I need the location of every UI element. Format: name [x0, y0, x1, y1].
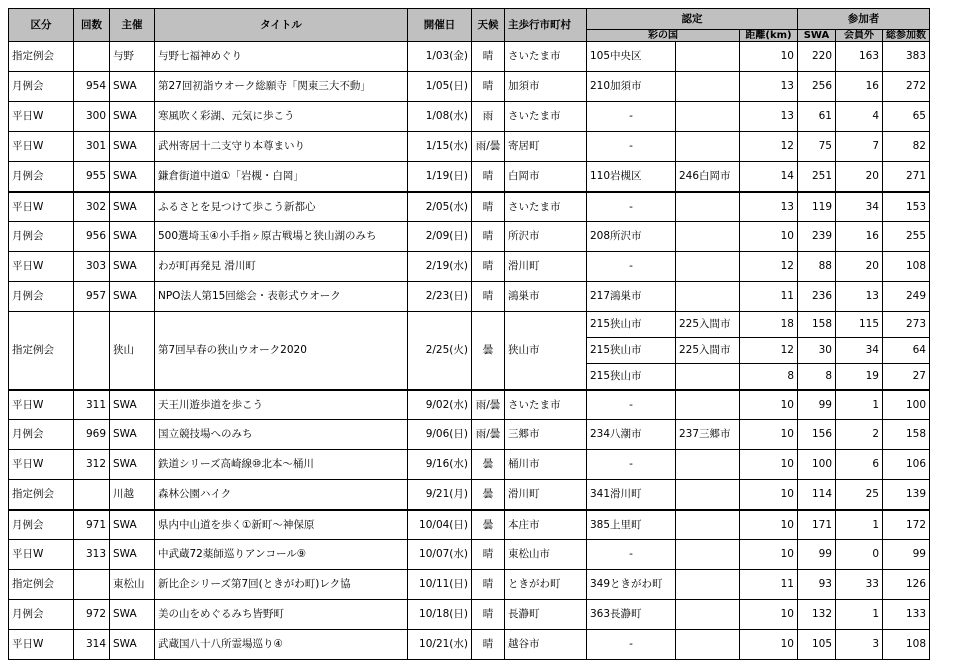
- cell-kaisu: 969: [74, 420, 110, 450]
- cell-shusai: SWA: [110, 600, 155, 630]
- cell-date: 10/21(水): [408, 630, 472, 660]
- cell-distance: 14: [740, 162, 798, 192]
- cell-swa: 156: [798, 420, 836, 450]
- cell-kubun: 平日W: [9, 390, 74, 420]
- cell-kaiingai: 34: [836, 338, 883, 364]
- table-row: [9, 102, 930, 132]
- cell-cert1: 234八潮市: [587, 420, 676, 450]
- cell-cert2: [676, 600, 740, 630]
- cell-title: 新比企シリーズ第7回(ときがわ町)レク協: [155, 570, 408, 600]
- cell-title: 寒風吹く彩湖、元気に歩こう: [155, 102, 408, 132]
- cell-cert1: -: [587, 252, 676, 282]
- cell-cert2: [676, 252, 740, 282]
- cell-city: 寄居町: [505, 132, 587, 162]
- cell-cert1: 385上里町: [587, 510, 676, 540]
- cell-date: 1/15(水): [408, 132, 472, 162]
- cell-date: 10/11(日): [408, 570, 472, 600]
- cell-title: 美の山をめぐるみち皆野町: [155, 600, 408, 630]
- cell-weather: 晴: [472, 630, 505, 660]
- cell-cert1: 105中央区: [587, 42, 676, 72]
- cell-distance: 12: [740, 132, 798, 162]
- table-row: [9, 390, 930, 420]
- cell-date: 2/25(火): [408, 312, 472, 390]
- cell-distance: 10: [740, 390, 798, 420]
- cell-cert2: [676, 450, 740, 480]
- cell-kaiingai: 16: [836, 72, 883, 102]
- cell-total: 272: [883, 72, 930, 102]
- cell-distance: 8: [740, 364, 798, 390]
- cell-kaisu: 311: [74, 390, 110, 420]
- cell-swa: 239: [798, 222, 836, 252]
- cell-shusai: SWA: [110, 102, 155, 132]
- cell-weather: 曇: [472, 480, 505, 510]
- cell-kaisu: 956: [74, 222, 110, 252]
- cell-city: 狭山市: [505, 312, 587, 390]
- table-body: [9, 42, 930, 660]
- cell-date: 2/23(日): [408, 282, 472, 312]
- cell-city: 滑川町: [505, 480, 587, 510]
- cell-weather: 晴: [472, 570, 505, 600]
- cell-kaiingai: 4: [836, 102, 883, 132]
- cell-total: 27: [883, 364, 930, 390]
- cell-shusai: SWA: [110, 222, 155, 252]
- cell-kaiingai: 19: [836, 364, 883, 390]
- cell-cert2: 237三郷市: [676, 420, 740, 450]
- cell-swa: 105: [798, 630, 836, 660]
- cell-cert2: [676, 132, 740, 162]
- cell-cert1: -: [587, 102, 676, 132]
- cell-shusai: SWA: [110, 252, 155, 282]
- cell-kaisu: [74, 480, 110, 510]
- table-row: [9, 72, 930, 102]
- cell-swa: 100: [798, 450, 836, 480]
- cell-swa: 236: [798, 282, 836, 312]
- table-row: [9, 510, 930, 540]
- cell-total: 100: [883, 390, 930, 420]
- cell-title: 中武蔵72薬師巡りアンコール⑨: [155, 540, 408, 570]
- cell-shusai: 川越: [110, 480, 155, 510]
- cell-kaisu: [74, 312, 110, 390]
- cell-kubun: 平日W: [9, 192, 74, 222]
- cell-total: 383: [883, 42, 930, 72]
- cell-cert2: [676, 510, 740, 540]
- cell-swa: 114: [798, 480, 836, 510]
- cell-kubun: 月例会: [9, 282, 74, 312]
- cell-kaiingai: 6: [836, 450, 883, 480]
- cell-cert1: 349ときがわ町: [587, 570, 676, 600]
- cell-weather: 晴: [472, 42, 505, 72]
- cell-cert1: 210加須市: [587, 72, 676, 102]
- cell-title: 第7回早春の狭山ウオーク2020: [155, 312, 408, 390]
- cell-kaiingai: 13: [836, 282, 883, 312]
- cell-kubun: 月例会: [9, 222, 74, 252]
- cell-cert1: -: [587, 132, 676, 162]
- cell-kaiingai: 20: [836, 252, 883, 282]
- cell-title: 県内中山道を歩く①新町～神保原: [155, 510, 408, 540]
- cell-city: 桶川市: [505, 450, 587, 480]
- cell-shusai: 与野: [110, 42, 155, 72]
- cell-shusai: SWA: [110, 540, 155, 570]
- cell-date: 2/19(水): [408, 252, 472, 282]
- cell-title: NPO法人第15回総会・表彰式ウオーク: [155, 282, 408, 312]
- cell-distance: 10: [740, 222, 798, 252]
- header-date: 開催日: [408, 9, 472, 42]
- cell-kaiingai: 0: [836, 540, 883, 570]
- cell-date: 10/04(日): [408, 510, 472, 540]
- cell-kubun: 指定例会: [9, 312, 74, 390]
- cell-total: 158: [883, 420, 930, 450]
- cell-title: 森林公園ハイク: [155, 480, 408, 510]
- cell-date: 2/05(水): [408, 192, 472, 222]
- cell-total: 133: [883, 600, 930, 630]
- cell-kaisu: 313: [74, 540, 110, 570]
- header-title: タイトル: [155, 9, 408, 42]
- cell-kubun: 月例会: [9, 72, 74, 102]
- cell-total: 139: [883, 480, 930, 510]
- cell-swa: 75: [798, 132, 836, 162]
- cell-shusai: 東松山: [110, 570, 155, 600]
- cell-title: 鉄道シリーズ高崎線⑩北本～桶川: [155, 450, 408, 480]
- cell-kubun: 平日W: [9, 630, 74, 660]
- cell-title: わが町再発見 滑川町: [155, 252, 408, 282]
- cell-swa: 119: [798, 192, 836, 222]
- cell-total: 249: [883, 282, 930, 312]
- table-row: [9, 162, 930, 192]
- cell-shusai: SWA: [110, 132, 155, 162]
- header-shusai: 主催: [110, 9, 155, 42]
- cell-weather: 雨/曇: [472, 132, 505, 162]
- cell-cert2: [676, 630, 740, 660]
- table-row: [9, 450, 930, 480]
- table-row: [9, 132, 930, 162]
- cell-cert1: 208所沢市: [587, 222, 676, 252]
- cell-date: 10/18(日): [408, 600, 472, 630]
- table-row: [9, 570, 930, 600]
- cell-kubun: 平日W: [9, 252, 74, 282]
- cell-kubun: 平日W: [9, 132, 74, 162]
- header-weather: 天候: [472, 9, 505, 42]
- cell-weather: 晴: [472, 72, 505, 102]
- cell-distance: 11: [740, 570, 798, 600]
- cell-distance: 13: [740, 102, 798, 132]
- cell-title: ふるさとを見つけて歩こう新都心: [155, 192, 408, 222]
- cell-title: 国立競技場へのみち: [155, 420, 408, 450]
- cell-distance: 10: [740, 420, 798, 450]
- cell-weather: 晴: [472, 192, 505, 222]
- table-row: [9, 540, 930, 570]
- cell-kubun: 月例会: [9, 420, 74, 450]
- cell-distance: 10: [740, 630, 798, 660]
- cell-kubun: 指定例会: [9, 570, 74, 600]
- cell-cert2: [676, 42, 740, 72]
- cell-swa: 171: [798, 510, 836, 540]
- cell-kaiingai: 1: [836, 510, 883, 540]
- cell-date: 1/03(金): [408, 42, 472, 72]
- header-kaisu: 回数: [74, 9, 110, 42]
- cell-shusai: SWA: [110, 420, 155, 450]
- cell-total: 172: [883, 510, 930, 540]
- cell-title: 鎌倉街道中道①「岩槻・白岡」: [155, 162, 408, 192]
- table-row: [9, 282, 930, 312]
- cell-title: 武蔵国八十八所霊場巡り④: [155, 630, 408, 660]
- cell-shusai: SWA: [110, 72, 155, 102]
- cell-city: ときがわ町: [505, 570, 587, 600]
- cell-kubun: 月例会: [9, 162, 74, 192]
- cell-cert2: [676, 480, 740, 510]
- cell-city: 長瀞町: [505, 600, 587, 630]
- cell-weather: 雨/曇: [472, 390, 505, 420]
- cell-cert2: 225入間市: [676, 312, 740, 338]
- cell-date: 1/08(水): [408, 102, 472, 132]
- cell-title: 武州寄居十二支守り本尊まいり: [155, 132, 408, 162]
- cell-date: 9/06(日): [408, 420, 472, 450]
- cell-city: 加須市: [505, 72, 587, 102]
- cell-total: 106: [883, 450, 930, 480]
- table-row: [9, 192, 930, 222]
- cell-swa: 88: [798, 252, 836, 282]
- cell-kaisu: 302: [74, 192, 110, 222]
- cell-kubun: 月例会: [9, 510, 74, 540]
- cell-date: 9/02(水): [408, 390, 472, 420]
- cell-kaiingai: 2: [836, 420, 883, 450]
- cell-distance: 10: [740, 510, 798, 540]
- cell-kaisu: 954: [74, 72, 110, 102]
- cell-cert2: [676, 390, 740, 420]
- header-city: 主歩行市町村: [505, 9, 587, 42]
- cell-cert1: -: [587, 630, 676, 660]
- cell-total: 82: [883, 132, 930, 162]
- cell-swa: 158: [798, 312, 836, 338]
- cell-total: 271: [883, 162, 930, 192]
- cell-weather: 晴: [472, 282, 505, 312]
- cell-date: 1/05(日): [408, 72, 472, 102]
- cell-distance: 13: [740, 72, 798, 102]
- header-nintei: 認定: [587, 9, 798, 30]
- cell-total: 65: [883, 102, 930, 132]
- cell-city: さいたま市: [505, 192, 587, 222]
- cell-shusai: SWA: [110, 390, 155, 420]
- cell-cert2: [676, 364, 740, 390]
- cell-swa: 8: [798, 364, 836, 390]
- cell-date: 2/09(日): [408, 222, 472, 252]
- cell-date: 9/16(水): [408, 450, 472, 480]
- cell-weather: 曇: [472, 450, 505, 480]
- header-kaiingai: 会員外: [836, 30, 883, 42]
- cell-cert1: 217鴻巣市: [587, 282, 676, 312]
- cell-kubun: 平日W: [9, 102, 74, 132]
- cell-kaiingai: 33: [836, 570, 883, 600]
- cell-cert2: [676, 102, 740, 132]
- cell-weather: 雨/曇: [472, 420, 505, 450]
- cell-kubun: 平日W: [9, 540, 74, 570]
- cell-cert1: 215狭山市: [587, 364, 676, 390]
- cell-city: 本庄市: [505, 510, 587, 540]
- cell-city: さいたま市: [505, 42, 587, 72]
- cell-distance: 10: [740, 540, 798, 570]
- cell-title: 第27回初詣ウオーク総願寺「関東三大不動」: [155, 72, 408, 102]
- cell-swa: 99: [798, 540, 836, 570]
- cell-kaisu: 303: [74, 252, 110, 282]
- header-kubun: 区分: [9, 9, 74, 42]
- cell-title: 天王川遊歩道を歩こう: [155, 390, 408, 420]
- header-swa: SWA: [798, 30, 836, 42]
- cell-swa: 132: [798, 600, 836, 630]
- cell-kaiingai: 1: [836, 600, 883, 630]
- cell-city: 越谷市: [505, 630, 587, 660]
- header-sankasha: 参加者: [798, 9, 930, 30]
- cell-shusai: SWA: [110, 162, 155, 192]
- cell-cert2: [676, 570, 740, 600]
- cell-cert1: -: [587, 390, 676, 420]
- cell-swa: 30: [798, 338, 836, 364]
- cell-kaisu: [74, 570, 110, 600]
- cell-date: 1/19(日): [408, 162, 472, 192]
- cell-cert1: 341滑川町: [587, 480, 676, 510]
- cell-weather: 晴: [472, 600, 505, 630]
- cell-date: 10/07(水): [408, 540, 472, 570]
- cell-weather: 晴: [472, 222, 505, 252]
- cell-kaisu: 314: [74, 630, 110, 660]
- cell-shusai: SWA: [110, 282, 155, 312]
- cell-kaiingai: 20: [836, 162, 883, 192]
- cell-shusai: SWA: [110, 630, 155, 660]
- header-total: 総参加数: [883, 30, 930, 42]
- cell-city: 三郷市: [505, 420, 587, 450]
- cell-swa: 93: [798, 570, 836, 600]
- cell-city: さいたま市: [505, 102, 587, 132]
- cell-swa: 220: [798, 42, 836, 72]
- header-distance: 距離(km): [740, 30, 798, 42]
- cell-cert2: [676, 72, 740, 102]
- cell-cert2: 246白岡市: [676, 162, 740, 192]
- cell-kaiingai: 7: [836, 132, 883, 162]
- cell-weather: 曇: [472, 312, 505, 390]
- cell-city: 所沢市: [505, 222, 587, 252]
- cell-cert2: [676, 282, 740, 312]
- table-row: [9, 420, 930, 450]
- cell-distance: 10: [740, 42, 798, 72]
- cell-kaisu: 972: [74, 600, 110, 630]
- cell-city: 滑川町: [505, 252, 587, 282]
- spreadsheet: [8, 8, 930, 660]
- cell-cert1: -: [587, 450, 676, 480]
- table-row: [9, 600, 930, 630]
- cell-cert1: -: [587, 540, 676, 570]
- cell-swa: 61: [798, 102, 836, 132]
- cell-cert2: [676, 540, 740, 570]
- cell-title: 500選埼玉④小手指ヶ原古戦場と狭山湖のみち: [155, 222, 408, 252]
- cell-total: 64: [883, 338, 930, 364]
- cell-kaiingai: 115: [836, 312, 883, 338]
- cell-total: 108: [883, 252, 930, 282]
- cell-city: 白岡市: [505, 162, 587, 192]
- cell-city: さいたま市: [505, 390, 587, 420]
- cell-city: 東松山市: [505, 540, 587, 570]
- walk-events-table: [8, 8, 930, 660]
- cell-distance: 10: [740, 600, 798, 630]
- cell-title: 与野七福神めぐり: [155, 42, 408, 72]
- cell-swa: 99: [798, 390, 836, 420]
- cell-kaiingai: 25: [836, 480, 883, 510]
- cell-weather: 晴: [472, 162, 505, 192]
- cell-kaisu: 957: [74, 282, 110, 312]
- cell-distance: 10: [740, 450, 798, 480]
- cell-distance: 13: [740, 192, 798, 222]
- cell-kaiingai: 16: [836, 222, 883, 252]
- cell-distance: 11: [740, 282, 798, 312]
- cell-cert2: 225入間市: [676, 338, 740, 364]
- cell-date: 9/21(月): [408, 480, 472, 510]
- cell-shusai: SWA: [110, 510, 155, 540]
- cell-kaisu: 300: [74, 102, 110, 132]
- cell-cert1: 363長瀞町: [587, 600, 676, 630]
- cell-distance: 10: [740, 480, 798, 510]
- cell-kaisu: 301: [74, 132, 110, 162]
- table-row: [9, 312, 930, 338]
- cell-weather: 曇: [472, 510, 505, 540]
- cell-shusai: 狭山: [110, 312, 155, 390]
- cell-cert1: 215狭山市: [587, 338, 676, 364]
- cell-weather: 雨: [472, 102, 505, 132]
- cell-kubun: 指定例会: [9, 42, 74, 72]
- cell-kaiingai: 3: [836, 630, 883, 660]
- cell-cert2: [676, 222, 740, 252]
- table-row: [9, 630, 930, 660]
- cell-total: 273: [883, 312, 930, 338]
- cell-cert1: -: [587, 192, 676, 222]
- header-sainokuni: 彩の国: [587, 30, 740, 42]
- cell-city: 鴻巣市: [505, 282, 587, 312]
- cell-swa: 251: [798, 162, 836, 192]
- cell-total: 255: [883, 222, 930, 252]
- cell-distance: 12: [740, 252, 798, 282]
- table-row: [9, 480, 930, 510]
- cell-kaisu: 971: [74, 510, 110, 540]
- cell-kaiingai: 163: [836, 42, 883, 72]
- cell-cert2: [676, 192, 740, 222]
- cell-kubun: 指定例会: [9, 480, 74, 510]
- cell-distance: 18: [740, 312, 798, 338]
- cell-cert1: 110岩槻区: [587, 162, 676, 192]
- cell-shusai: SWA: [110, 450, 155, 480]
- cell-total: 99: [883, 540, 930, 570]
- cell-kaisu: 312: [74, 450, 110, 480]
- table-row: [9, 42, 930, 72]
- cell-total: 153: [883, 192, 930, 222]
- table-row: [9, 222, 930, 252]
- cell-shusai: SWA: [110, 192, 155, 222]
- cell-swa: 256: [798, 72, 836, 102]
- cell-kubun: 平日W: [9, 450, 74, 480]
- cell-kaiingai: 1: [836, 390, 883, 420]
- cell-kaisu: [74, 42, 110, 72]
- table-row: [9, 252, 930, 282]
- cell-weather: 晴: [472, 252, 505, 282]
- cell-weather: 晴: [472, 540, 505, 570]
- cell-kaiingai: 34: [836, 192, 883, 222]
- cell-kaisu: 955: [74, 162, 110, 192]
- cell-kubun: 月例会: [9, 600, 74, 630]
- cell-total: 108: [883, 630, 930, 660]
- cell-cert1: 215狭山市: [587, 312, 676, 338]
- cell-total: 126: [883, 570, 930, 600]
- cell-distance: 12: [740, 338, 798, 364]
